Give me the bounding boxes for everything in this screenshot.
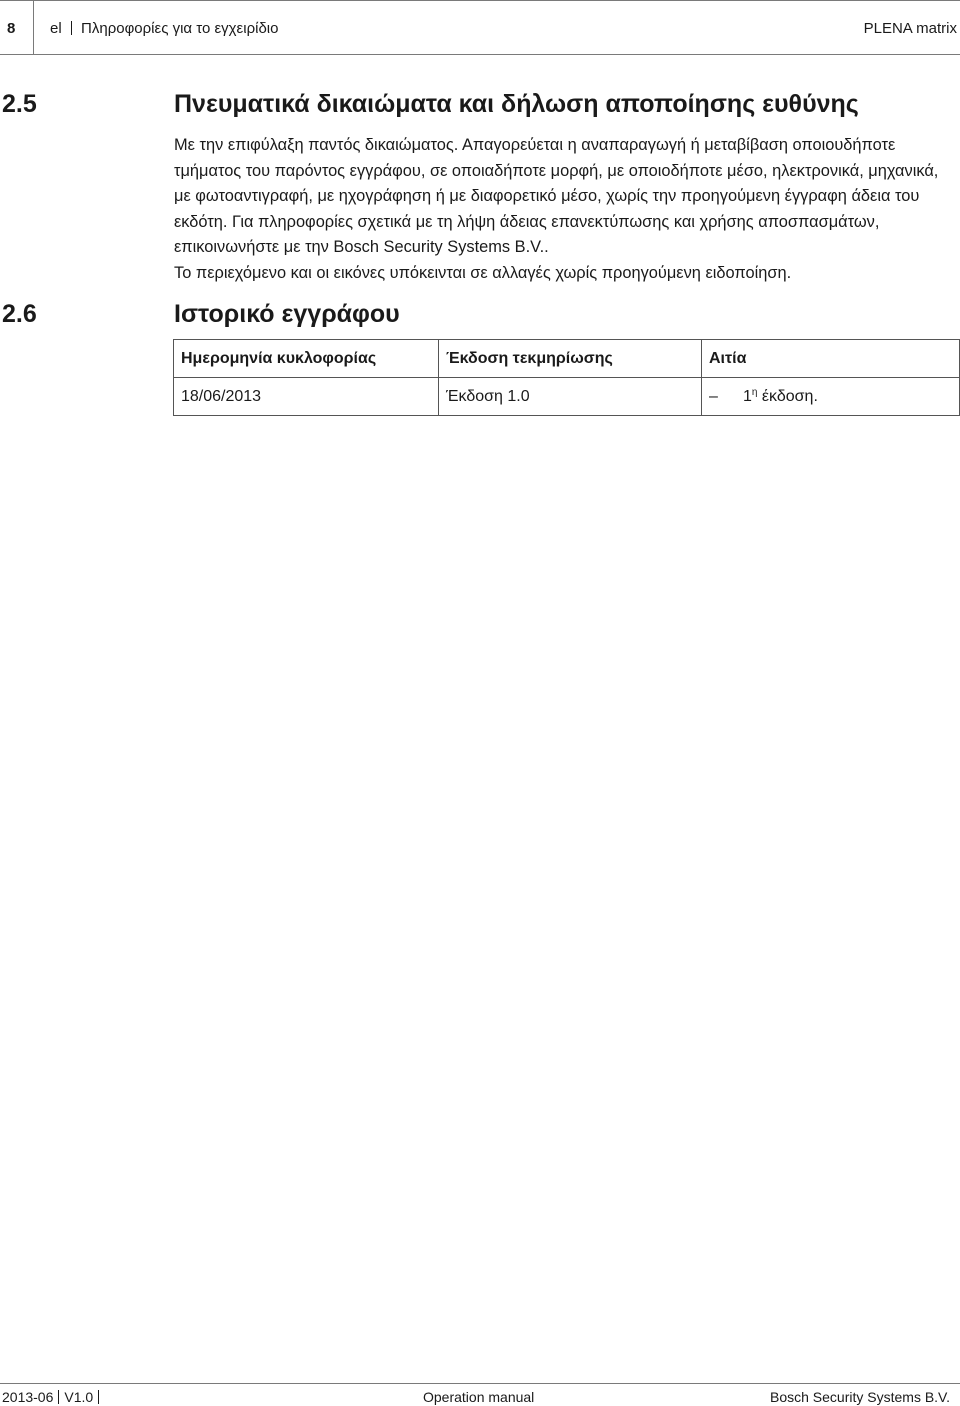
section-2-6-title: Ιστορικό εγγράφου [174,300,400,328]
reason-ordinal-suffix: η [751,387,758,398]
footer-separator [98,1390,99,1404]
reason-bullet-dash: – [709,388,718,405]
doc-version-cell: Έκδοση 1.0 [439,378,702,416]
header-bottom-rule [0,54,960,55]
table-header-row [174,340,960,378]
reason-ordinal-number: 1 [743,388,752,405]
column-header-release-date: Ημερομηνία κυκλοφορίας [174,340,439,378]
header-separator [71,21,72,35]
footer-doc-type: Operation manual [423,1389,535,1405]
reason-cell [702,378,960,416]
copyright-paragraph: Με την επιφύλαξη παντός δικαιώματος. Απαγορεύεται η αναπαραγωγή ή μεταβίβαση οποιουδήποτε τμήματος του παρόντος εγγράφου, σε οποιαδήποτε μορφή, με οποιοδήποτε μέσο, ηλεκτρονικά, μηχανικά, με φωτοαντιγραφή, με ηχογράφηση ή με διαφορετικό μέσο, χωρίς την προηγούμενη έγγραφη άδεια του εκδότη. Για πληροφορίες σχετικά με τη λήψη άδειας επανεκτύπωσης και χρήσης αποσπασμάτων, επικοινωνήστε με την Bosch Security Systems B.V.. [174,136,939,257]
table-row [174,378,960,416]
page-header [0,18,960,40]
release-date-cell: 18/06/2013 [174,378,439,416]
footer-separator [58,1390,59,1404]
document-history-table [173,339,960,416]
section-2-5-number: 2.5 [2,90,37,118]
page-number: 8 [7,20,16,37]
header-top-rule [0,0,960,1]
header-section-title [50,18,278,40]
header-language: el [50,20,62,37]
footer-version: V1.0 [64,1389,94,1405]
header-chapter: Πληροφορίες για το εγχειρίδιο [81,20,279,37]
footer-rule [0,1383,960,1384]
column-header-doc-version: Έκδοση τεκμηρίωσης [439,340,702,378]
footer-company: Bosch Security Systems B.V. [770,1389,950,1405]
column-header-reason: Αιτία [702,340,960,378]
section-2-6-number: 2.6 [2,300,37,328]
section-2-5-title: Πνευματικά δικαιώματα και δήλωση αποποίησης ευθύνης [174,90,859,118]
disclaimer-paragraph: Το περιεχόμενο και οι εικόνες υπόκεινται σε αλλαγές χωρίς προηγούμενη ειδοποίηση. [174,263,792,282]
footer-date-version [2,1388,104,1406]
page-footer [0,1388,960,1406]
footer-date: 2013-06 [2,1389,54,1405]
reason-text: έκδοση. [761,388,818,405]
section-2-5-body [174,133,958,287]
header-product-name: PLENA matrix [863,20,957,37]
